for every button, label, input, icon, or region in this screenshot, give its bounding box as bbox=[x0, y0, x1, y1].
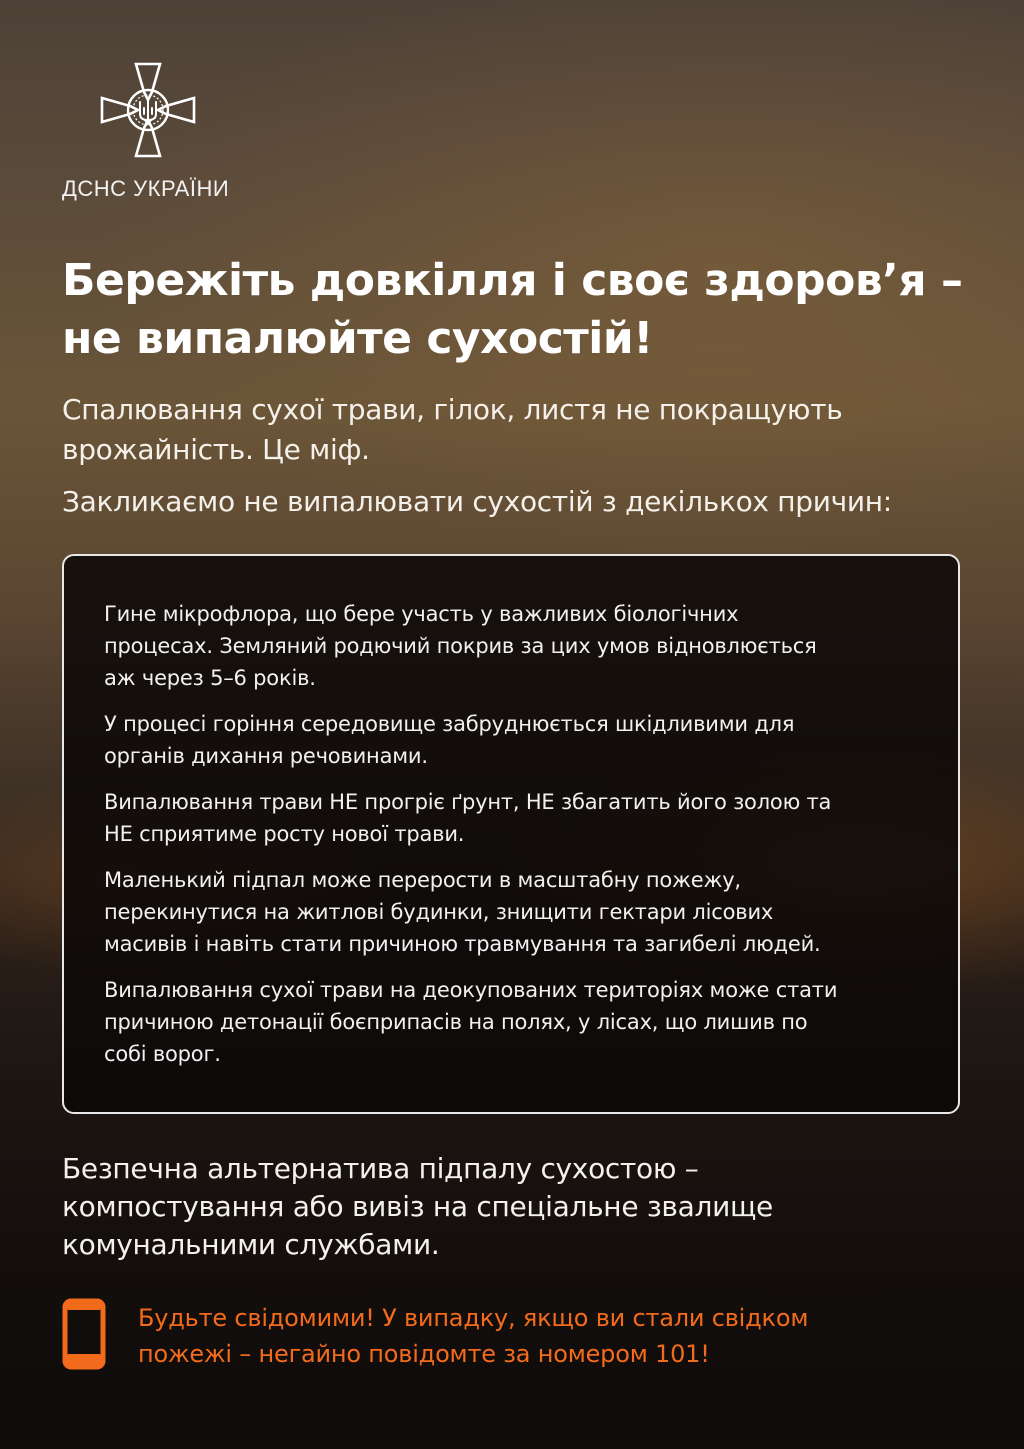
callout-line-2: пожежі – негайно повідомте за номером 101! bbox=[138, 1340, 710, 1368]
org-name: ДСНС УКРАЇНИ bbox=[62, 176, 230, 201]
reason-item-microflora bbox=[104, 598, 918, 694]
lead-line-2: врожайність. Це міф. bbox=[62, 433, 370, 466]
reason-item-fire-spread bbox=[104, 864, 918, 960]
reason-line: НЕ сприятиме росту нової трави. bbox=[104, 822, 465, 846]
reason-line: причиною детонації боєприпасів на полях, у лісах, що лишив по bbox=[104, 1010, 808, 1034]
reason-line: аж через 5–6 років. bbox=[104, 666, 316, 690]
reason-line: Маленький підпал може перерости в масштабну пожежу, bbox=[104, 868, 741, 892]
lead-line-1: Спалювання сухої трави, гілок, листя не покращують bbox=[62, 393, 843, 426]
reason-line: собі ворог. bbox=[104, 1042, 221, 1066]
safe-alternative-text bbox=[62, 1150, 982, 1264]
reason-item-pollution bbox=[104, 708, 918, 772]
reasons-box bbox=[62, 554, 960, 1114]
reason-line: процесах. Земляний родючий покрив за цих умов відновлюється bbox=[104, 634, 817, 658]
alternative-line: комунальними службами. bbox=[62, 1228, 440, 1261]
callout-line-1: Будьте свідомими! У випадку, якщо ви стали свідком bbox=[138, 1304, 809, 1332]
alternative-line: Безпечна альтернатива підпалу сухостою – bbox=[62, 1152, 699, 1185]
smartphone-icon bbox=[62, 1298, 106, 1370]
reason-line: Випалювання сухої трави на деокупованих територіях може стати bbox=[104, 978, 838, 1002]
title-line-2: не випалюйте сухостій! bbox=[62, 313, 653, 364]
page-title bbox=[62, 252, 982, 368]
reason-line: Гине мікрофлора, що бере участь у важливих біологічних bbox=[104, 602, 739, 626]
emergency-callout bbox=[138, 1300, 998, 1372]
reason-item-soil bbox=[104, 786, 918, 850]
reason-line: органів дихання речовинами. bbox=[104, 744, 428, 768]
reasons-intro: Закликаємо не випалювати сухостій з декількох причин: bbox=[62, 485, 892, 518]
reason-line: Випалювання трави НЕ прогріє ґрунт, НЕ збагатить його золою та bbox=[104, 790, 832, 814]
lead-paragraph-reasons-intro bbox=[62, 482, 982, 522]
reason-line: перекинутися на житлові будинки, знищити гектари лісових bbox=[104, 900, 774, 924]
alternative-line: компостування або вивіз на спеціальне звалище bbox=[62, 1190, 773, 1223]
reason-item-detonation bbox=[104, 974, 918, 1070]
title-line-1: Бережіть довкілля і своє здоров’я – bbox=[62, 255, 963, 306]
reason-line: У процесі горіння середовище забруднюється шкідливими для bbox=[104, 712, 795, 736]
dsns-cross-emblem-icon bbox=[96, 58, 200, 162]
reason-line: масивів і навіть стати причиною травмування та загибелі людей. bbox=[104, 932, 821, 956]
lead-paragraph-myth bbox=[62, 390, 982, 470]
